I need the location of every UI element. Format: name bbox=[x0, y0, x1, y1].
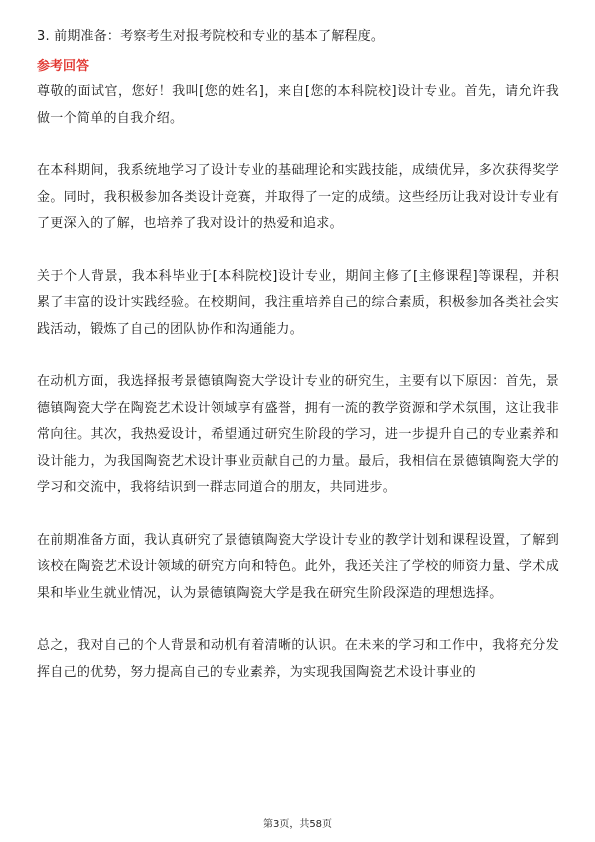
paragraph-preparation: 在前期准备方面，我认真研究了景德镇陶瓷大学设计专业的教学计划和课程设置，了解到该校在陶瓷艺术设计领域的研究方向和特色。此外，我还关注了学校的师资力量、学术成果和毕业生就业情况，认为景德镇陶瓷大学是我在研究生阶段深造的理想选择。 bbox=[37, 532, 559, 601]
paragraph-summary: 总之，我对自己的个人背景和动机有着清晰的认识。在未来的学习和工作中，我将充分发挥自己的优势，努力提高自己的专业素养，为实现我国陶瓷艺术设计事业的 bbox=[37, 638, 559, 680]
paragraph-undergrad: 在本科期间，我系统地学习了设计专业的基础理论和实践技能，成绩优异，多次获得奖学金。同时，我积极参加各类设计竞赛，并取得了一定的成绩。这些经历让我对设计专业有了更深入的了解，也培养了我对设计的热爱和追求。 bbox=[37, 163, 559, 231]
document-page bbox=[37, 26, 559, 686]
paragraph-motivation: 在动机方面，我选择报考景德镇陶瓷大学设计专业的研究生，主要有以下原因：首先，景德镇陶瓷大学在陶瓷艺术设计领域享有盛誉，拥有一流的教学资源和学术氛围，这让我非常向往。其次，我热爱设计，希望通过研究生阶段的学习，进一步提升自己的专业素养和设计能力，为我国陶瓷艺术设计事业贡献自己的力量。最后，我相信在景德镇陶瓷大学的学习和交流中，我将结识到一群志同道合的朋友，共同进步。 bbox=[37, 374, 559, 495]
paragraph-background: 关于个人背景，我本科毕业于[本科院校]设计专业，期间主修了[主修课程]等课程，并积累了丰富的设计实践经验。在校期间，我注重培养自己的综合素质，积极参加各类社会实践活动，锻炼了自己的团队协作和沟通能力。 bbox=[37, 268, 559, 337]
page-footer: 第3页，共58页 bbox=[262, 819, 333, 830]
paragraph-intro: 尊敬的面试官，您好！我叫[您的姓名]，来自[您的本科院校]设计专业。首先，请允许我做一个简单的自我介绍。 bbox=[37, 84, 559, 126]
answer-label: 参考回答 bbox=[37, 59, 90, 74]
question-heading: 3. 前期准备：考察考生对报考院校和专业的基本了解程度。 bbox=[37, 29, 385, 44]
